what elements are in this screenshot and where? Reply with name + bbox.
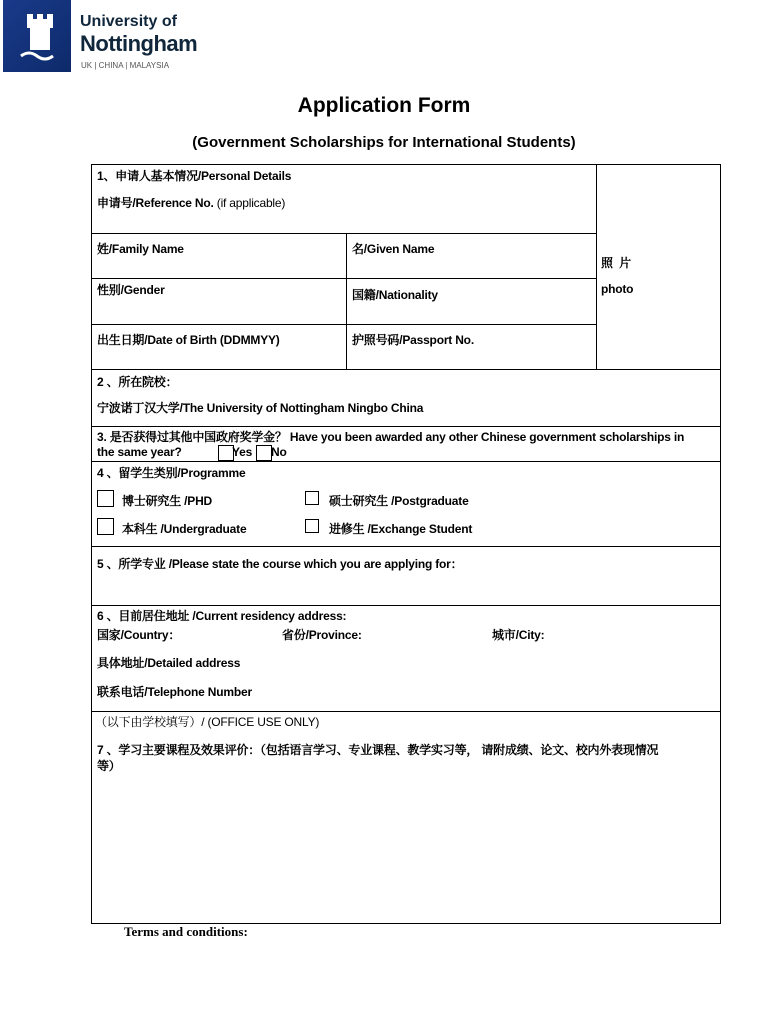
phone-field[interactable]: 联系电话/Telephone Number [97, 685, 252, 699]
dob-field[interactable]: 出生日期/Date of Birth (DDMMYY) [97, 333, 280, 347]
line [91, 233, 596, 234]
line [91, 164, 721, 165]
line [91, 461, 721, 462]
nationality-field[interactable]: 国籍/Nationality [352, 288, 438, 302]
reference-label: 申请号/Reference No. [97, 196, 214, 210]
phd-label: 博士研究生 /PHD [122, 494, 213, 508]
line [91, 278, 596, 279]
no-label: No [271, 445, 287, 459]
university-logo [3, 0, 71, 72]
province-field[interactable]: 省份/Province: [282, 628, 362, 642]
office-use-label: （以下由学校填写）/ (OFFICE USE ONLY) [95, 715, 320, 729]
photo-label-cn: 照 片 [601, 256, 631, 270]
logo-line3: UK | CHINA | MALAYSIA [81, 61, 170, 70]
given-name-field[interactable]: 名/Given Name [352, 242, 435, 256]
reference-no-field[interactable] [97, 194, 285, 211]
page-title: Application Form [297, 94, 471, 117]
line [91, 426, 721, 427]
line [91, 546, 721, 547]
undergraduate-label: 本科生 /Undergraduate [122, 522, 247, 536]
line [91, 605, 721, 606]
castle-icon [3, 0, 71, 72]
line [91, 324, 596, 325]
reference-note: (if applicable) [216, 196, 286, 210]
terms-heading: Terms and conditions: [124, 924, 248, 939]
no-checkbox[interactable] [256, 445, 272, 461]
s6-header: 6 、目前居住地址 /Current residency address: [97, 609, 347, 623]
page-subtitle: (Government Scholarships for International Students) [192, 134, 576, 151]
passport-field[interactable]: 护照号码/Passport No. [352, 333, 474, 347]
s4-header: 4 、留学生类别/Programme [97, 466, 246, 480]
line [91, 711, 721, 712]
address-field[interactable]: 具体地址/Detailed address [97, 656, 241, 670]
s2-value: 宁波诺丁汉大学/The University of Nottingham Ningbo China [97, 401, 424, 415]
middle-divider [346, 233, 347, 369]
photo-label-en: photo [601, 282, 634, 296]
line [91, 369, 721, 370]
yes-label: Yes [232, 445, 253, 459]
s5-header: 5 、所学专业 /Please state the course which you are applying for： [97, 557, 463, 571]
family-name-field[interactable]: 姓/Family Name [97, 242, 184, 256]
photo-divider [596, 164, 597, 369]
gender-field[interactable]: 性别/Gender [97, 283, 165, 297]
s3-question2: the same year? [97, 445, 182, 459]
border-right [720, 164, 721, 924]
country-field[interactable]: 国家/Country： [97, 628, 181, 642]
logo-line2: Nottingham [80, 31, 198, 56]
s7-header-line2: 等） [97, 759, 121, 773]
s1-header: 1、申请人基本情况/Personal Details [97, 169, 292, 183]
logo-line1: University of [80, 13, 177, 30]
phd-checkbox[interactable] [97, 490, 114, 507]
s3-question: 3. 是否获得过其他中国政府奖学金？ Have you been awarded any other Chinese government scholarships in [97, 430, 685, 444]
exchange-checkbox[interactable] [305, 519, 319, 533]
exchange-label: 进修生 /Exchange Student [329, 522, 473, 536]
undergraduate-checkbox[interactable] [97, 518, 114, 535]
s7-header-line1: 7 、学习主要课程及效果评价：（包括语言学习、专业课程、教学实习等， 请附成绩、论文、校内外表现情况 [97, 743, 659, 757]
s2-header: 2 、所在院校： [97, 375, 178, 389]
city-field[interactable]: 城市/City: [492, 628, 545, 642]
postgraduate-label: 硕士研究生 /Postgraduate [329, 494, 469, 508]
postgraduate-checkbox[interactable] [305, 491, 319, 505]
